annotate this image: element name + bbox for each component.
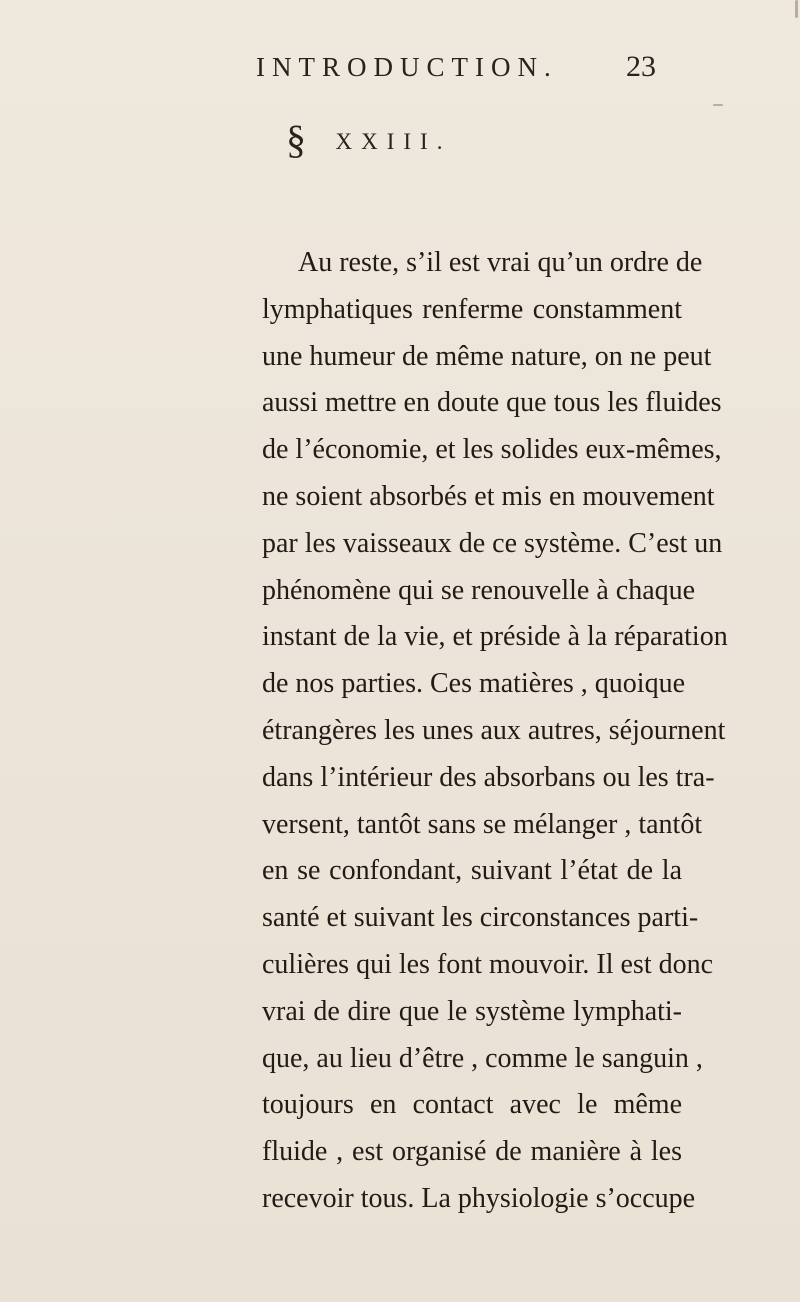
text-line: toujours en contact avec le même — [262, 1089, 682, 1121]
text-line: ne soient absorbés et mis en mouvement — [262, 480, 715, 512]
text-line: Au reste, s’il est vrai qu’un ordre de — [298, 247, 703, 278]
section-number: XXIII. — [335, 129, 452, 154]
running-title: INTRODUCTION. — [256, 52, 558, 82]
text-line: instant de la vie, et préside à la réparation — [262, 621, 728, 653]
text-line: versent, tantôt sans se mélanger , tantôt — [262, 808, 703, 840]
text-line: aussi mettre en doute que tous les fluides — [262, 387, 722, 419]
text-line: que, au lieu d’être , comme le sanguin , — [262, 1042, 703, 1074]
text-line: santé et suivant les circonstances parti- — [262, 902, 699, 934]
section-sign: § — [286, 117, 320, 162]
text-line: lymphatiques renferme constamment — [262, 293, 682, 325]
running-head — [0, 52, 800, 92]
text-line: vrai de dire que le système lymphati- — [262, 995, 682, 1027]
text-line: en se confondant, suivant l’état de la — [262, 855, 682, 887]
text-line: par les vaisseaux de ce système. C’est un — [262, 527, 723, 559]
text-line: culières qui les font mouvoir. Il est donc — [262, 948, 714, 980]
text-line: dans l’intérieur des absorbans ou les tra- — [262, 761, 715, 793]
text-line: une humeur de même nature, on ne peut — [262, 340, 712, 372]
paper-speck — [713, 104, 723, 106]
text-line: étrangères les unes aux autres, séjournent — [262, 714, 726, 746]
text-line: recevoir tous. La physiologie s’occupe — [262, 1182, 696, 1214]
body-paragraph — [262, 240, 728, 1223]
paper-speck — [795, 0, 798, 18]
text-line: de nos parties. Ces matières , quoique — [262, 668, 686, 700]
text-line: fluide , est organisé de manière à les — [262, 1136, 682, 1168]
text-line: phénomène qui se renouvelle à chaque — [262, 574, 696, 606]
text-line: de l’économie, et les solides eux-mêmes, — [262, 434, 722, 466]
page-number: 23 — [626, 50, 656, 83]
section-heading — [286, 112, 452, 162]
